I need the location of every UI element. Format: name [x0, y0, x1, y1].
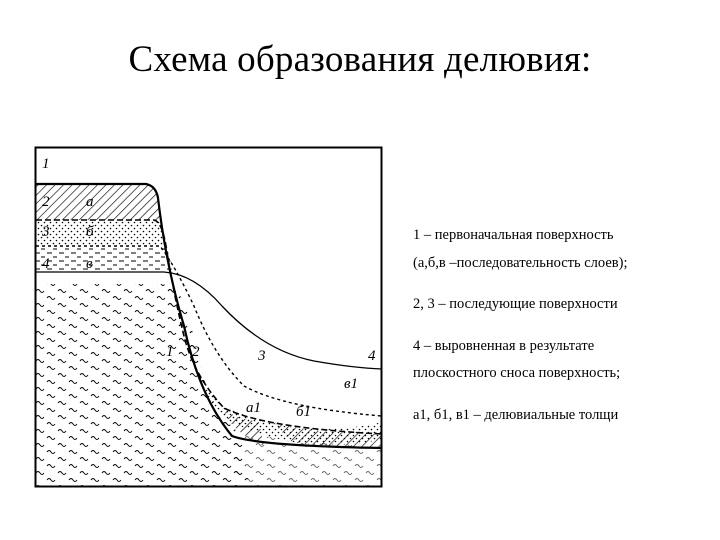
legend-item-3: [413, 333, 713, 388]
deposit-label-v1: в1: [344, 376, 359, 392]
legend-item-3-line-2: плоскостного сноса поверхность;: [413, 365, 621, 381]
legend-item-3-line-1: 4 – выровненная в результате: [413, 337, 595, 354]
legend-item-1-line-1: 1 – первоначальная поверхность: [413, 227, 614, 243]
slide-title: Схема образования делювия:: [128, 39, 592, 80]
slope-label-1: 1: [166, 344, 174, 360]
legend-item-1-line-2: (а,б,в –последовательность слоев);: [413, 254, 628, 271]
layer-a: [36, 184, 160, 220]
legend-item-4: а1, б1, в1 – делювиальные толщи: [413, 406, 619, 423]
surface-label-3: 3: [42, 224, 50, 240]
layer-v: [36, 246, 172, 272]
deposit-label-b1: б1: [296, 404, 312, 420]
surface-label-1: 1: [42, 156, 50, 172]
legend: [413, 222, 713, 429]
slope-label-4: 4: [368, 348, 376, 364]
legend-item-1: [413, 222, 713, 277]
slope-label-3: 3: [258, 348, 266, 364]
deposit-label-a1: а1: [246, 400, 261, 416]
layer-b: [36, 220, 164, 246]
bedrock: [36, 284, 249, 486]
layer-label-b: б: [86, 224, 94, 240]
surface-label-4: 4: [42, 256, 50, 272]
layer-label-v: в: [86, 256, 93, 272]
layer-label-a: а: [86, 194, 94, 210]
deluvium-formation-diagram: [34, 146, 386, 490]
legend-item-2: 2, 3 – последующие поверхности: [413, 296, 618, 312]
slope-label-2: 2: [192, 344, 200, 360]
surface-label-2: 2: [42, 194, 50, 210]
